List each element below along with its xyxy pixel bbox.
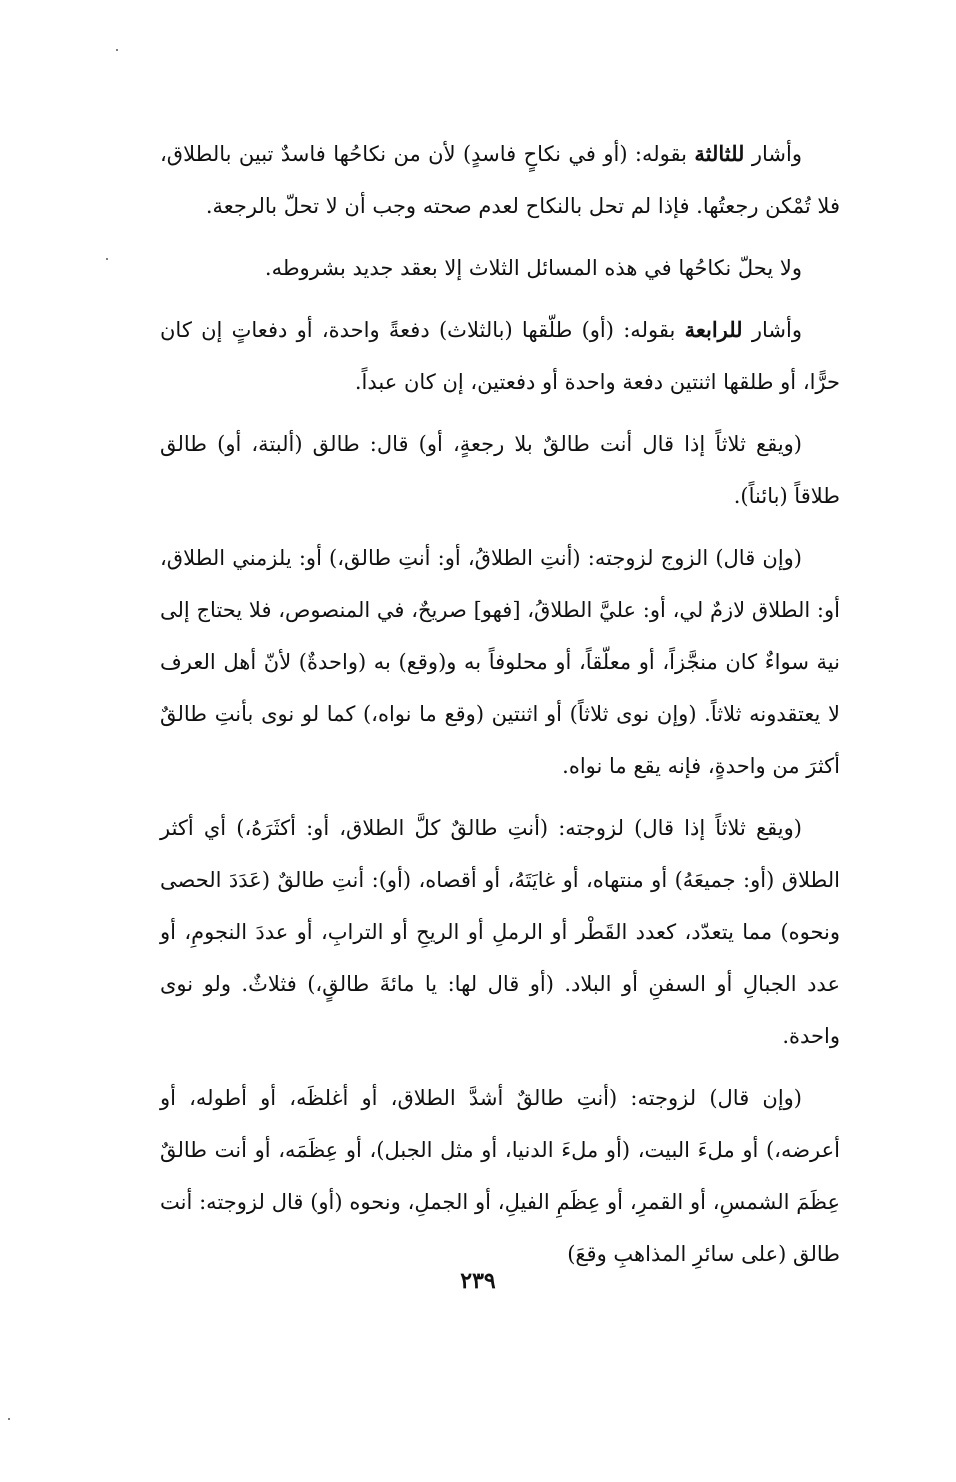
paragraph-text: بقوله: (أو) طلّقها (بالثلاث) دفعةً واحدة، أو دفعاتٍ إن كان حرًّا، أو طلقها اثنتين دفعة واحدة أو دفعتين، إن كان عبداً. — [160, 318, 840, 394]
paragraph-intro: وأشار — [742, 318, 802, 342]
paragraph-text: (وإن قال) لزوجته: (أنتِ طالقٌ أشدَّ الطلاق، أو أغلظَه، أو أطوله، أو أعرضه،) أو ملءَ البيت، (أو ملءَ الدنيا، أو مثل الجبل)، أو عِظَمَه، أو أنت طالقٌ عِظَمَ الشمسِ، أو القمرِ، أو عِظَمِ الفيلِ، أو الجملِ، ونحوه (أو) قال لزوجته: أنت طالق (على سائرِ المذاهبِ وقعَ) — [160, 1086, 840, 1266]
scan-speck — [8, 1418, 10, 1420]
paragraph-7 — [160, 1072, 840, 1280]
paragraph-text: (ويقع ثلاثاً إذا قال) لزوجته: (أنتِ طالقٌ كلَّ الطلاق، أو: أكثَرَهُ،) أي أكثر الطلاق (أو: جميعَهُ) أو منتهاه، أو غايَتَهُ، أو أقصاه، (أو): أنتِ طالقٌ (عَدَدَ الحصى ونحوه) مما يتعدّد، كعدد القَطْر أو الرملِ أو الريحِ أو الترابِ، أو عددَ النجومِ، أو عدد الجبالِ أو السفنِ أو البلاد. (أو قال لها: يا مائةَ طالقٍ،) فثلاثٌ. ولو نوى واحدة. — [160, 816, 840, 1048]
scan-speck — [116, 49, 118, 51]
paragraph-bold-term: للرابعة — [684, 317, 743, 342]
paragraph-text: (ويقع ثلاثاً إذا قال أنت طالقٌ بلا رجعةٍ، أو) قال: طالق (ألبتة، أو) طالق طلاقاً (بائناً). — [160, 432, 840, 508]
paragraph-4 — [160, 418, 840, 522]
paragraph-intro: وأشار — [744, 142, 802, 166]
paragraph-2 — [160, 242, 840, 294]
paragraph-text: بقوله: (أو في نكاحٍ فاسدٍ) لأن من نكاحُها فاسدٌ تبين بالطلاق، فلا تُمْكن رجعتُها. فإذا لم تحل بالنكاح لعدم صحته وجب أن لا تحلّ بالرجعة. — [160, 142, 840, 218]
paragraph-3 — [160, 304, 840, 408]
paragraph-1 — [160, 128, 840, 232]
paragraph-5 — [160, 532, 840, 792]
scan-speck — [106, 258, 108, 260]
paragraph-6 — [160, 802, 840, 1062]
paragraph-bold-term: للثالثة — [694, 141, 745, 166]
paragraph-text: ولا يحلّ نكاحُها في هذه المسائل الثلاث إلا بعقد جديد بشروطه. — [264, 256, 802, 280]
body-text — [160, 128, 840, 1290]
page-number: ٢٣٩ — [460, 1268, 496, 1294]
paragraph-text: (وإن قال) الزوج لزوجته: (أنتِ الطلاقُ، أو: أنتِ طالق،) أو: يلزمني الطلاق، أو: الطلاق لازمٌ لي، أو: عليَّ الطلاقُ، [فهو] صريحٌ، في المنصوص، فلا يحتاج إلى نية سواءٌ كان منجَّزاً، أو معلّقاً، أو محلوفاً به و(وقع) به (واحدةٌ) لأنّ أهل العرف لا يعتقدونه ثلاثاً. (وإن نوى ثلاثاً) أو اثنتين (وقع ما نواه،) كما لو نوى بأنتِ طالقٌ أكثرَ من واحدةٍ، فإنه يقع ما نواه. — [160, 546, 840, 778]
